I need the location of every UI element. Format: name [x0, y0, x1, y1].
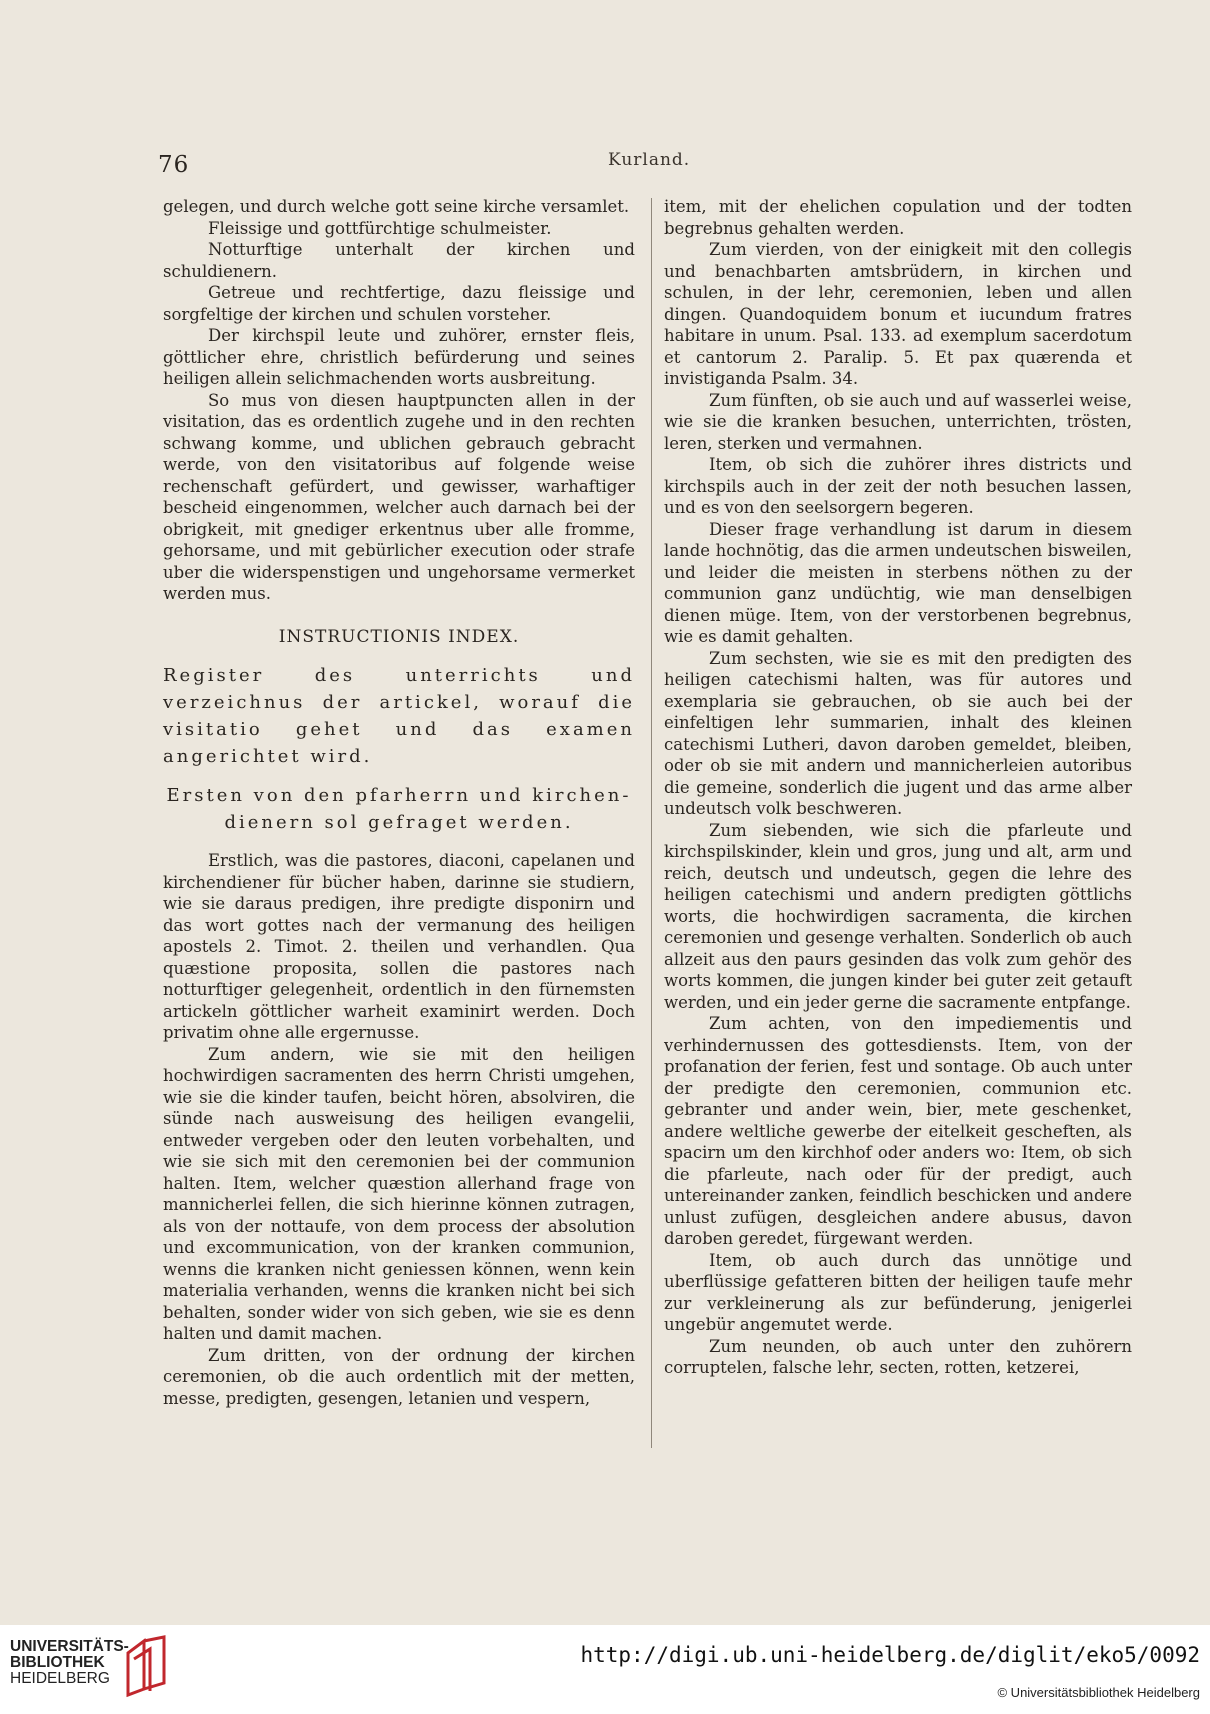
section-heading	[163, 782, 635, 836]
column-divider	[651, 198, 652, 1448]
paragraph: Zum dritten, von der ordnung der kirchen ceremonien, ob die auch ordentlich mit der metten, messe, predigten, gesengen, letanien und vespern,	[163, 1345, 635, 1408]
paragraph: Item, ob sich die zuhörer ihres districts und kirchspils auch in der zeit der noth besuchen lassen, und es von den seelsorgern begeren.	[664, 455, 1132, 517]
logo-line: UNIVERSITÄTS-	[10, 1638, 129, 1655]
paragraph: Notturftige unterhalt der kirchen und schuldienern.	[163, 240, 635, 281]
paragraph: Zum siebenden, wie sich die pfarleute und kirchspilskinder, klein und gros, jung und alt, arm und reich, deutsch und undeutsch, gegen die lehre des heiligen catechismi und andern predigten göttlichs worts, die hochwirdigen sacramenta, die kirchen ceremonien und gesenge verhalten. Sonderlich ob auch allzeit aus den paurs gesinden das volk zum gehör des worts kommen, die jungen kinder bei guter zeit getauft werden, und ein jeder gerne die sacramente entpfange.	[664, 820, 1132, 1012]
paragraph: Getreue und rechtfertige, dazu fleissige und sorgfeltige der kirchen und schulen vorsteher.	[163, 283, 635, 324]
logo-line: BIBLIOTHEK	[10, 1654, 105, 1671]
paragraph: item, mit der ehelichen copulation und der todten begrebnus gehalten werden.	[664, 197, 1132, 238]
section-heading-line1: Ersten von den pfarherrn und kirchen-	[166, 785, 632, 806]
paragraph: Fleissige und gottfürchtige schulmeister.	[208, 218, 552, 238]
paragraph: Erstlich, was die pastores, diaconi, capelanen und kirchendiener für bücher haben, darinne sie studiern, wie sie daraus predigen, ihre predigte disponirn und das wort gottes nach der vermanung des heiligen apostels 2. Timot. 2. theilen und verhandlen. Qua quæstione proposita, sollen die pastores nach notturftiger gelegenheit, ordentlich in den fürnemsten artickeln göttlicher warheit examinirt werden. Doch privatim ohne alle ergernusse.	[163, 851, 635, 1042]
running-title: Kurland.	[608, 150, 691, 170]
paragraph: Zum neunden, ob auch unter den zuhörern corruptelen, falsche lehr, secten, rotten, ketzerei,	[664, 1336, 1132, 1377]
permalink-url[interactable]: http://digi.ub.uni-heidelberg.de/diglit/eko5/0092	[580, 1643, 1200, 1667]
paragraph: Item, ob auch durch das unnötige und uberflüssige gefatteren bitten der heiligen taufe mehr zur verkleinerung als zur befünderung, jenigerlei ungebür angemutet werde.	[664, 1250, 1132, 1334]
paragraph: gelegen, und durch welche gott seine kirche versamlet.	[163, 197, 630, 216]
page-header	[158, 152, 1158, 182]
index-heading: INSTRUCTIONIS INDEX.	[278, 626, 520, 647]
paragraph: Zum achten, von den impediementis und verhindernussen des gottesdiensts. Item, von der profanation der ferien, fest und sontage. Ob auch unter der predigte den ceremonien, communion etc. gebranter und ander wein, bier, mete geschenket, andere weltliche gewerbe der eitelkeit gescheften, als spacirn um den kirchhof oder anders wo: Item, ob sich die pfarleute, nach oder für der predigt, auch untereinander zanken, feindlich beschicken und andere unlust zufügen, desgleichen andere abusus, davon daroben geredet, fürgewant werden.	[664, 1014, 1132, 1248]
paragraph: Der kirchspil leute und zuhörer, ernster fleis, göttlicher ehre, christlich befürderung und seines heiligen allein selichmachenden worts ausbreitung.	[163, 326, 635, 388]
paragraph: Zum sechsten, wie sie es mit den predigten des heiligen catechismi halten, was für autores und exemplaria sie gebrauchen, ob sie auch bei der einfeltigen lehr summarien, inhalt des kleinen catechismi Lutheri, davon daroben gemeldet, bleiben, oder ob sie mit andern und mannicherleien autoribus die gemeine, sonderlich die jugent und das arme alber undeutsch volk beschweren.	[664, 648, 1132, 818]
logo-line: HEIDELBERG	[10, 1670, 110, 1687]
paragraph: Zum fünften, ob sie auch und auf wasserlei weise, wie sie die kranken besuchen, unterrichten, trösten, leren, sterken und vermahnen.	[664, 390, 1132, 453]
library-footer	[0, 1625, 1210, 1714]
right-column	[664, 196, 1132, 1379]
paragraph: Zum vierden, von der einigkeit mit den collegis und benachbarten amtsbrüdern, in kirchen und schulen, in der lehr, ceremonien, leben und allen dingen. Quandoquidem bonum et iucundum fratres habitare in unum. Psal. 133. ad exemplum sacerdotum et cantorum 2. Paralip. 5. Et pax quærenda et invistiganda Psalm. 34.	[664, 240, 1132, 388]
register-heading: Register des unterrichts und verzeichnus der artickel, worauf die visitatio gehet und das examen angerichtet wird.	[163, 665, 635, 767]
library-logo-text[interactable]	[10, 1639, 129, 1687]
paragraph: Zum andern, wie sie mit den heiligen hochwirdigen sacramenten des herrn Christi umgehen, wie sie die kinder taufen, beicht hören, absolviren, die sünde nach ausweisung des heiligen evangelii, entweder vergeben oder den leuten vorbehalten, und wie sie sich mit den ceremonien bei der communion halten. Item, welcher quæstion allerhand frage von mannicherlei fellen, die sich hierinne können zutragen, als von der nottaufe, von dem process der absolution und excommunication, von der kranken communion, wenns die kranken nicht geniessen können, wenn kein materialia verhanden, wenns die kranken nicht bei sich behalten, sonder wider von sich geben, wie sie es denn halten und damit machen.	[163, 1044, 635, 1343]
copyright-notice: © Universitätsbibliothek Heidelberg	[997, 1685, 1200, 1700]
left-column	[163, 196, 635, 1409]
section-heading-line2: dienern sol gefraget werden.	[224, 812, 574, 833]
paragraph: Dieser frage verhandlung ist darum in diesem lande hochnötig, das die armen undeutschen bisweilen, und leider die meisten in sterbens nöthen zu der communion ganz undüchtig, wie man denselbigen dienen müge. Item, von der verstorbenen begrebnus, wie es damit gehalten.	[664, 519, 1132, 646]
library-logo-icon	[120, 1633, 172, 1699]
page-number: 76	[158, 152, 190, 178]
paragraph: So mus von diesen hauptpuncten allen in der visitation, das es ordentlich zugehe und in den rechten schwang komme, und ublichen gebrauch gebracht werde, von den visitatoribus auf folgende weise rechenschaft gefürdert, und gewisser, warhaftiger bescheid eingenommen, welcher auch darnach bei der obrigkeit, mit gnediger erkentnus uber alle fromme, gehorsame, und mit gebürlicher execution oder strafe uber die widerspenstigen und ungehorsame vermerket werden mus.	[163, 390, 635, 603]
